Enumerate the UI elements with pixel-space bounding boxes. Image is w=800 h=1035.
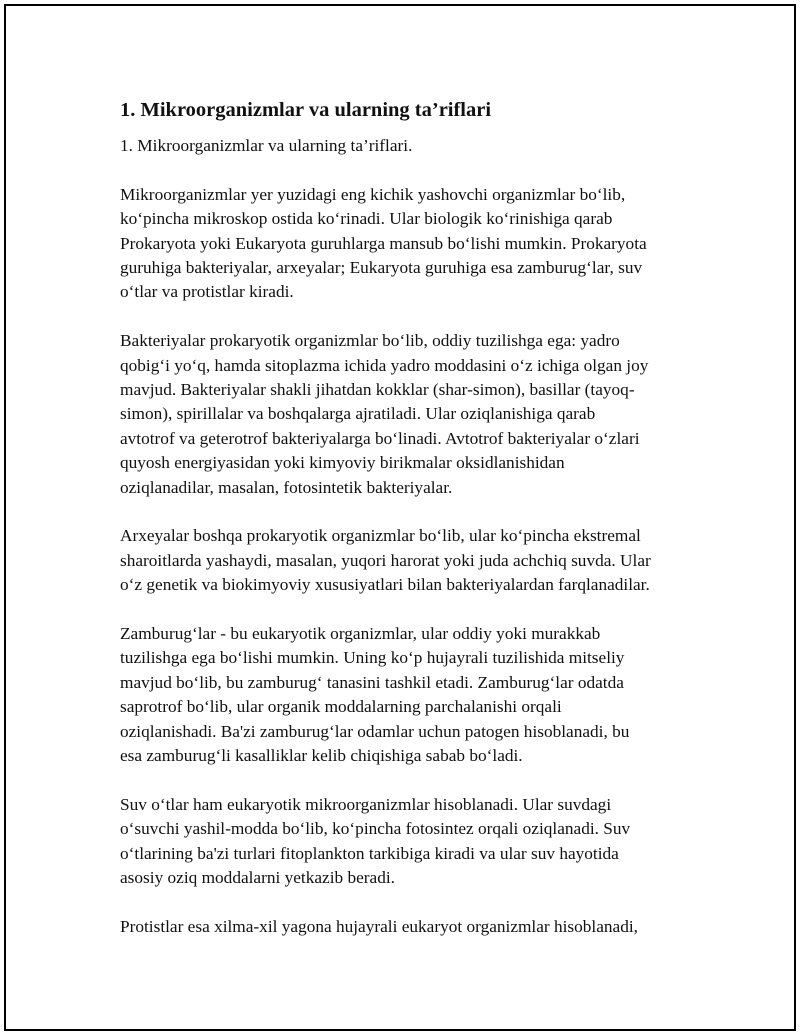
- paragraph-line: Prokaryota yoki Eukaryota guruhlarga mansub bo‘lishi mumkin. Prokaryota: [120, 233, 647, 253]
- paragraph-line: Mikroorganizmlar yer yuzidagi eng kichik yashovchi organizmlar bo‘lib,: [120, 184, 626, 204]
- paragraph-line: quyosh energiyasidan yoki kimyoviy birikmalar oksidlanishidan: [120, 453, 565, 473]
- paragraph-line: oziqlanishadi. Ba'zi zamburug‘lar odamlar uchun patogen hisoblanadi, bu: [120, 721, 630, 741]
- paragraph-line: o‘tlar va protistlar kiradi.: [120, 282, 294, 302]
- paragraph-line: o‘tlarining ba'zi turlari fitoplankton tarkibiga kiradi va ular suv hayotida: [120, 843, 619, 863]
- paragraph-line: mavjud bo‘lib, bu zamburug‘ tanasini tashkil etadi. Zamburug‘lar odatda: [120, 672, 624, 692]
- paragraph-line: sharoitlarda yashaydi, masalan, yuqori harorat yoki juda achchiq suvda. Ular: [120, 550, 651, 570]
- document-heading: 1. Mikroorganizmlar va ularning ta’riflari: [120, 99, 492, 121]
- paragraph-line: mavjud. Bakteriyalar shakli jihatdan kokklar (shar-simon), basillar (tayoq-: [120, 380, 635, 400]
- paragraph-line: simon), spirillalar va boshqalarga ajratiladi. Ular oziqlanishiga qarab: [120, 404, 596, 424]
- document-page: [4, 4, 796, 1031]
- paragraph-line: o‘z genetik va biokimyoviy xususiyatlari bilan bakteriyalardan farqlanadilar.: [120, 575, 650, 595]
- paragraph-line: Zamburug‘lar - bu eukaryotik organizmlar, ular oddiy yoki murakkab: [120, 624, 601, 644]
- paragraph-line: tuzilishga ega bo‘lishi mumkin. Uning ko‘p hujayrali tuzilishida mitseliy: [120, 648, 625, 668]
- paragraph-line: saprotrof bo‘lib, ular organik moddalarning parchalanishi orqali: [120, 697, 562, 717]
- paragraph-microorganisms: [120, 183, 710, 305]
- document-body: [120, 98, 710, 939]
- paragraph-line: qobig‘i yo‘q, hamda sitoplazma ichida yadro moddasini o‘z ichiga olgan joy: [120, 355, 649, 375]
- paragraph-line: Arxeyalar boshqa prokaryotik organizmlar bo‘lib, ular ko‘pincha ekstremal: [120, 526, 641, 546]
- paragraph-line: 1. Mikroorganizmlar va ularning ta’riflari.: [120, 136, 413, 155]
- paragraph-fungi: [120, 622, 710, 768]
- paragraph-line: Bakteriyalar prokaryotik organizmlar bo‘lib, oddiy tuzilishga ega: yadro: [120, 331, 620, 351]
- paragraph-line: oziqlanadilar, masalan, fotosintetik bakteriyalar.: [120, 477, 453, 497]
- paragraph-bacteria: [120, 329, 710, 500]
- paragraph-intro: [120, 134, 710, 158]
- paragraph-line: esa zamburug‘li kasalliklar kelib chiqishiga sabab bo‘ladi.: [120, 746, 523, 766]
- paragraph-algae: [120, 793, 710, 891]
- paragraph-line: Suv o‘tlar ham eukaryotik mikroorganizmlar hisoblanadi. Ular suvdagi: [120, 794, 612, 814]
- paragraph-line: o‘suvchi yashil-modda bo‘lib, ko‘pincha fotosintez orqali oziqlanadi. Suv: [120, 819, 631, 839]
- paragraph-line: Protistlar esa xilma-xil yagona hujayrali eukaryot organizmlar hisoblanadi,: [120, 916, 638, 936]
- paragraph-line: ko‘pincha mikroskop ostida ko‘rinadi. Ular biologik ko‘rinishiga qarab: [120, 209, 613, 229]
- paragraph-protists: [120, 915, 710, 939]
- paragraph-line: avtotrof va geterotrof bakteriyalarga bo‘linadi. Avtotrof bakteriyalar o‘zlari: [120, 428, 640, 448]
- paragraph-archaea: [120, 524, 710, 597]
- paragraph-line: asosiy oziq moddalarni yetkazib beradi.: [120, 868, 395, 888]
- paragraph-line: guruhiga bakteriyalar, arxeyalar; Eukaryota guruhiga esa zamburug‘lar, suv: [120, 258, 643, 278]
